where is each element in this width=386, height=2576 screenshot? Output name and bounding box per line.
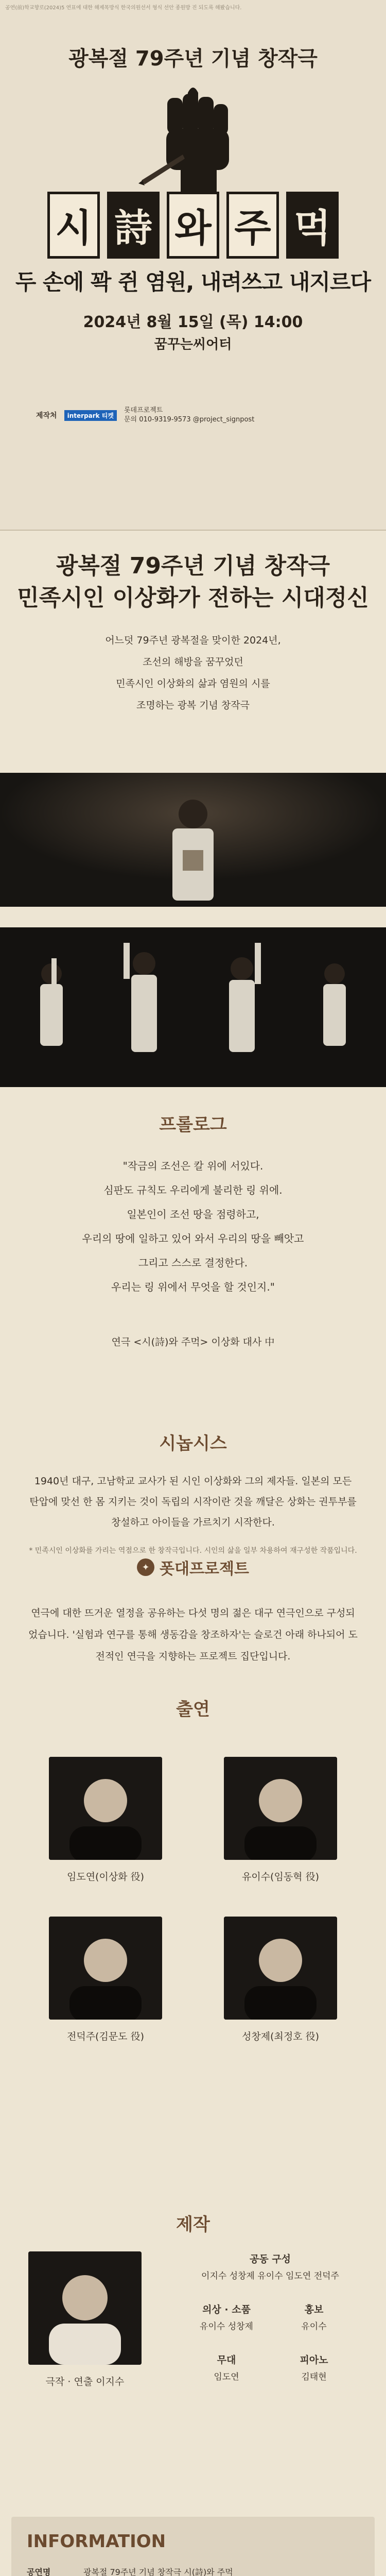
role-value: 임도연 bbox=[214, 2372, 239, 2382]
cast-name: 유이수(임동혁 役) bbox=[242, 1871, 319, 1883]
role-head: 피아노 bbox=[300, 2354, 328, 2366]
poster-kicker: 광복절 79주년 기념 창작극 bbox=[68, 47, 318, 71]
cast-card bbox=[49, 1917, 162, 2043]
role-head: 홍보 bbox=[304, 2304, 324, 2315]
info-row bbox=[27, 2566, 356, 2576]
prologue-title: 프롤로그 bbox=[159, 1114, 227, 1135]
synopsis-title: 시놉시스 bbox=[159, 1433, 227, 1454]
credit-phone: 문의 010-9319-9573 @project_signpost bbox=[124, 416, 255, 423]
stage-photo-2 bbox=[0, 927, 386, 1087]
cast-card bbox=[224, 1757, 337, 1883]
credit-org: 롯데프로젝트 bbox=[124, 406, 163, 414]
staff-roles bbox=[183, 2251, 358, 2382]
synopsis-body: 1940년 대구, 고남학교 교사가 된 시인 이상화와 그의 제자들. 일본의 모든 탄압에 맞선 한 몸 지키는 것이 독립의 시작이란 것을 깨달은 상화는 권투부를 창설하고 아이들을 가르치기 시작한다. bbox=[29, 1476, 357, 1528]
role-value: 김태현 bbox=[301, 2372, 327, 2382]
stage-photo-1-figure bbox=[0, 773, 386, 907]
cast-photo bbox=[49, 1757, 162, 1860]
poster-credits bbox=[36, 397, 350, 434]
credit-org-stack bbox=[124, 406, 254, 425]
quote-line: "작금의 조선은 칼 위에 서있다. bbox=[122, 1160, 264, 1172]
intro-text bbox=[0, 630, 386, 716]
cast-card bbox=[49, 1757, 162, 1883]
intro-line: 민족시인 이상화의 삶과 염원의 시를 bbox=[116, 678, 270, 689]
intro-line: 조명하는 광복 기념 창작극 bbox=[136, 700, 250, 711]
headline bbox=[0, 550, 386, 614]
poster-venue: 꿈꾸는씨어터 bbox=[154, 337, 232, 352]
info-box bbox=[11, 2517, 375, 2576]
stage-photo-2-figure bbox=[0, 927, 386, 1087]
role-block bbox=[183, 2251, 358, 2281]
prologue-quote bbox=[0, 1154, 386, 1299]
cast-photo bbox=[49, 1917, 162, 2020]
title-char: 먹 bbox=[286, 192, 339, 259]
cast-photo-figure bbox=[224, 1757, 337, 1860]
cast-photo-figure bbox=[49, 1757, 162, 1860]
info-title: INFORMATION bbox=[27, 2531, 166, 2552]
title-char: 시 bbox=[47, 192, 100, 259]
signpost-icon: ✦ bbox=[137, 1558, 154, 1576]
title-char: 주 bbox=[226, 192, 279, 259]
quote-line: 심판도 규칙도 우리에게 불리한 링 위에. bbox=[103, 1184, 283, 1196]
role-value: 유이수 bbox=[301, 2321, 327, 2332]
role-block bbox=[183, 2352, 270, 2382]
role-value: 이지수 성창제 유이수 임도연 전덕주 bbox=[201, 2271, 339, 2281]
staff-section bbox=[0, 2210, 386, 2519]
writer-card bbox=[28, 2251, 142, 2388]
headline-section bbox=[0, 531, 386, 886]
role-head: 의상 · 소품 bbox=[202, 2304, 251, 2315]
headline-line-1: 광복절 79주년 기념 창작극 bbox=[56, 553, 330, 579]
staff-title: 제작 bbox=[176, 2214, 210, 2235]
title-char: 와 bbox=[167, 192, 219, 259]
poster-date: 2024년 8월 15일 (목) 14:00 bbox=[83, 313, 303, 331]
stage-photo-1 bbox=[0, 773, 386, 907]
role-block bbox=[270, 2352, 358, 2382]
intro-line: 조선의 해방을 꿈꾸었던 bbox=[143, 656, 243, 668]
info-rows bbox=[27, 2566, 356, 2576]
role-head: 무대 bbox=[217, 2354, 236, 2366]
prologue-section bbox=[0, 1097, 386, 1406]
cast-name: 전덕주(김문도 役) bbox=[67, 2031, 144, 2042]
title-board bbox=[47, 192, 339, 257]
cast-name: 성창제(최정호 役) bbox=[242, 2031, 319, 2042]
cast-name: 임도연(이상화 役) bbox=[67, 1871, 144, 1883]
role-block bbox=[183, 2302, 270, 2332]
cast-photo bbox=[224, 1917, 337, 2020]
raised-fist-icon bbox=[131, 77, 255, 206]
headline-line-2: 민족시인 이상화가 전하는 시대정신 bbox=[17, 585, 369, 611]
interpark-logo[interactable]: interpark 티켓 bbox=[64, 410, 117, 421]
role-grid bbox=[183, 2302, 358, 2382]
role-block bbox=[270, 2302, 358, 2332]
intro-line: 어느덧 79주년 광복절을 맞이한 2024년, bbox=[105, 635, 281, 646]
info-key: 공연명 bbox=[27, 2567, 51, 2576]
cast-photo-figure bbox=[224, 1917, 337, 2020]
role-head: 공동 구성 bbox=[249, 2253, 291, 2265]
poster-fine-print: 공연(前)학교향로(2024)5 연표에 대한 해제목방식 한국의원선서 형식 선안 종원방 진 되도록 해봤습니다. bbox=[5, 5, 242, 11]
cast-card bbox=[224, 1917, 337, 2043]
role-value: 유이수 성창제 bbox=[200, 2321, 253, 2332]
quote-line: 그리고 스스로 결정한다. bbox=[138, 1257, 248, 1269]
writer-photo-figure bbox=[28, 2251, 142, 2365]
project-title: 폿대프로젝트 bbox=[160, 1560, 249, 1578]
prologue-source: 연극 <시(詩)와 주먹> 이상화 대사 中 bbox=[111, 1336, 275, 1348]
poster bbox=[0, 0, 386, 531]
cast-title: 출연 bbox=[176, 1699, 210, 1720]
synopsis-note: * 민족시인 이상화를 가리는 역점으로 한 창작극입니다. 시인의 삶을 일부 차용하여 재구성한 작품입니다. bbox=[29, 1547, 357, 1555]
project-body: 연극에 대한 뜨거운 열정을 공유하는 다섯 명의 젊은 대구 연극인으로 구성되었습니다. '실험과 연구를 통해 생동감을 창조하자'는 슬로건 아래 하나되어 도전적인 연극을 지향하는 프로젝트 집단입니다. bbox=[28, 1607, 358, 1662]
project-title-row bbox=[0, 1556, 386, 1579]
quote-line: 일본인이 조선 땅을 점령하고, bbox=[127, 1208, 259, 1221]
info-value: 광복절 79주년 기념 창작극 시(詩)와 주먹 bbox=[83, 2567, 233, 2576]
quote-line: 우리의 땅에 일하고 있어 와서 우리의 땅을 빼앗고 bbox=[82, 1232, 304, 1245]
writer-photo bbox=[28, 2251, 142, 2365]
title-char: 詩 bbox=[107, 192, 160, 259]
info-section bbox=[0, 2517, 386, 2576]
quote-line: 우리는 링 위에서 무엇을 할 것인지." bbox=[111, 1281, 275, 1293]
cast-section bbox=[0, 1695, 386, 2236]
cast-photo bbox=[224, 1757, 337, 1860]
poster-tagline: 두 손에 꽉 쥔 염원, 내려쓰고 내지르다 bbox=[15, 269, 371, 295]
cast-photo-figure bbox=[49, 1917, 162, 2020]
credit-label: 제작처 bbox=[36, 412, 57, 420]
writer-caption: 극작 · 연출 이지수 bbox=[45, 2376, 125, 2387]
